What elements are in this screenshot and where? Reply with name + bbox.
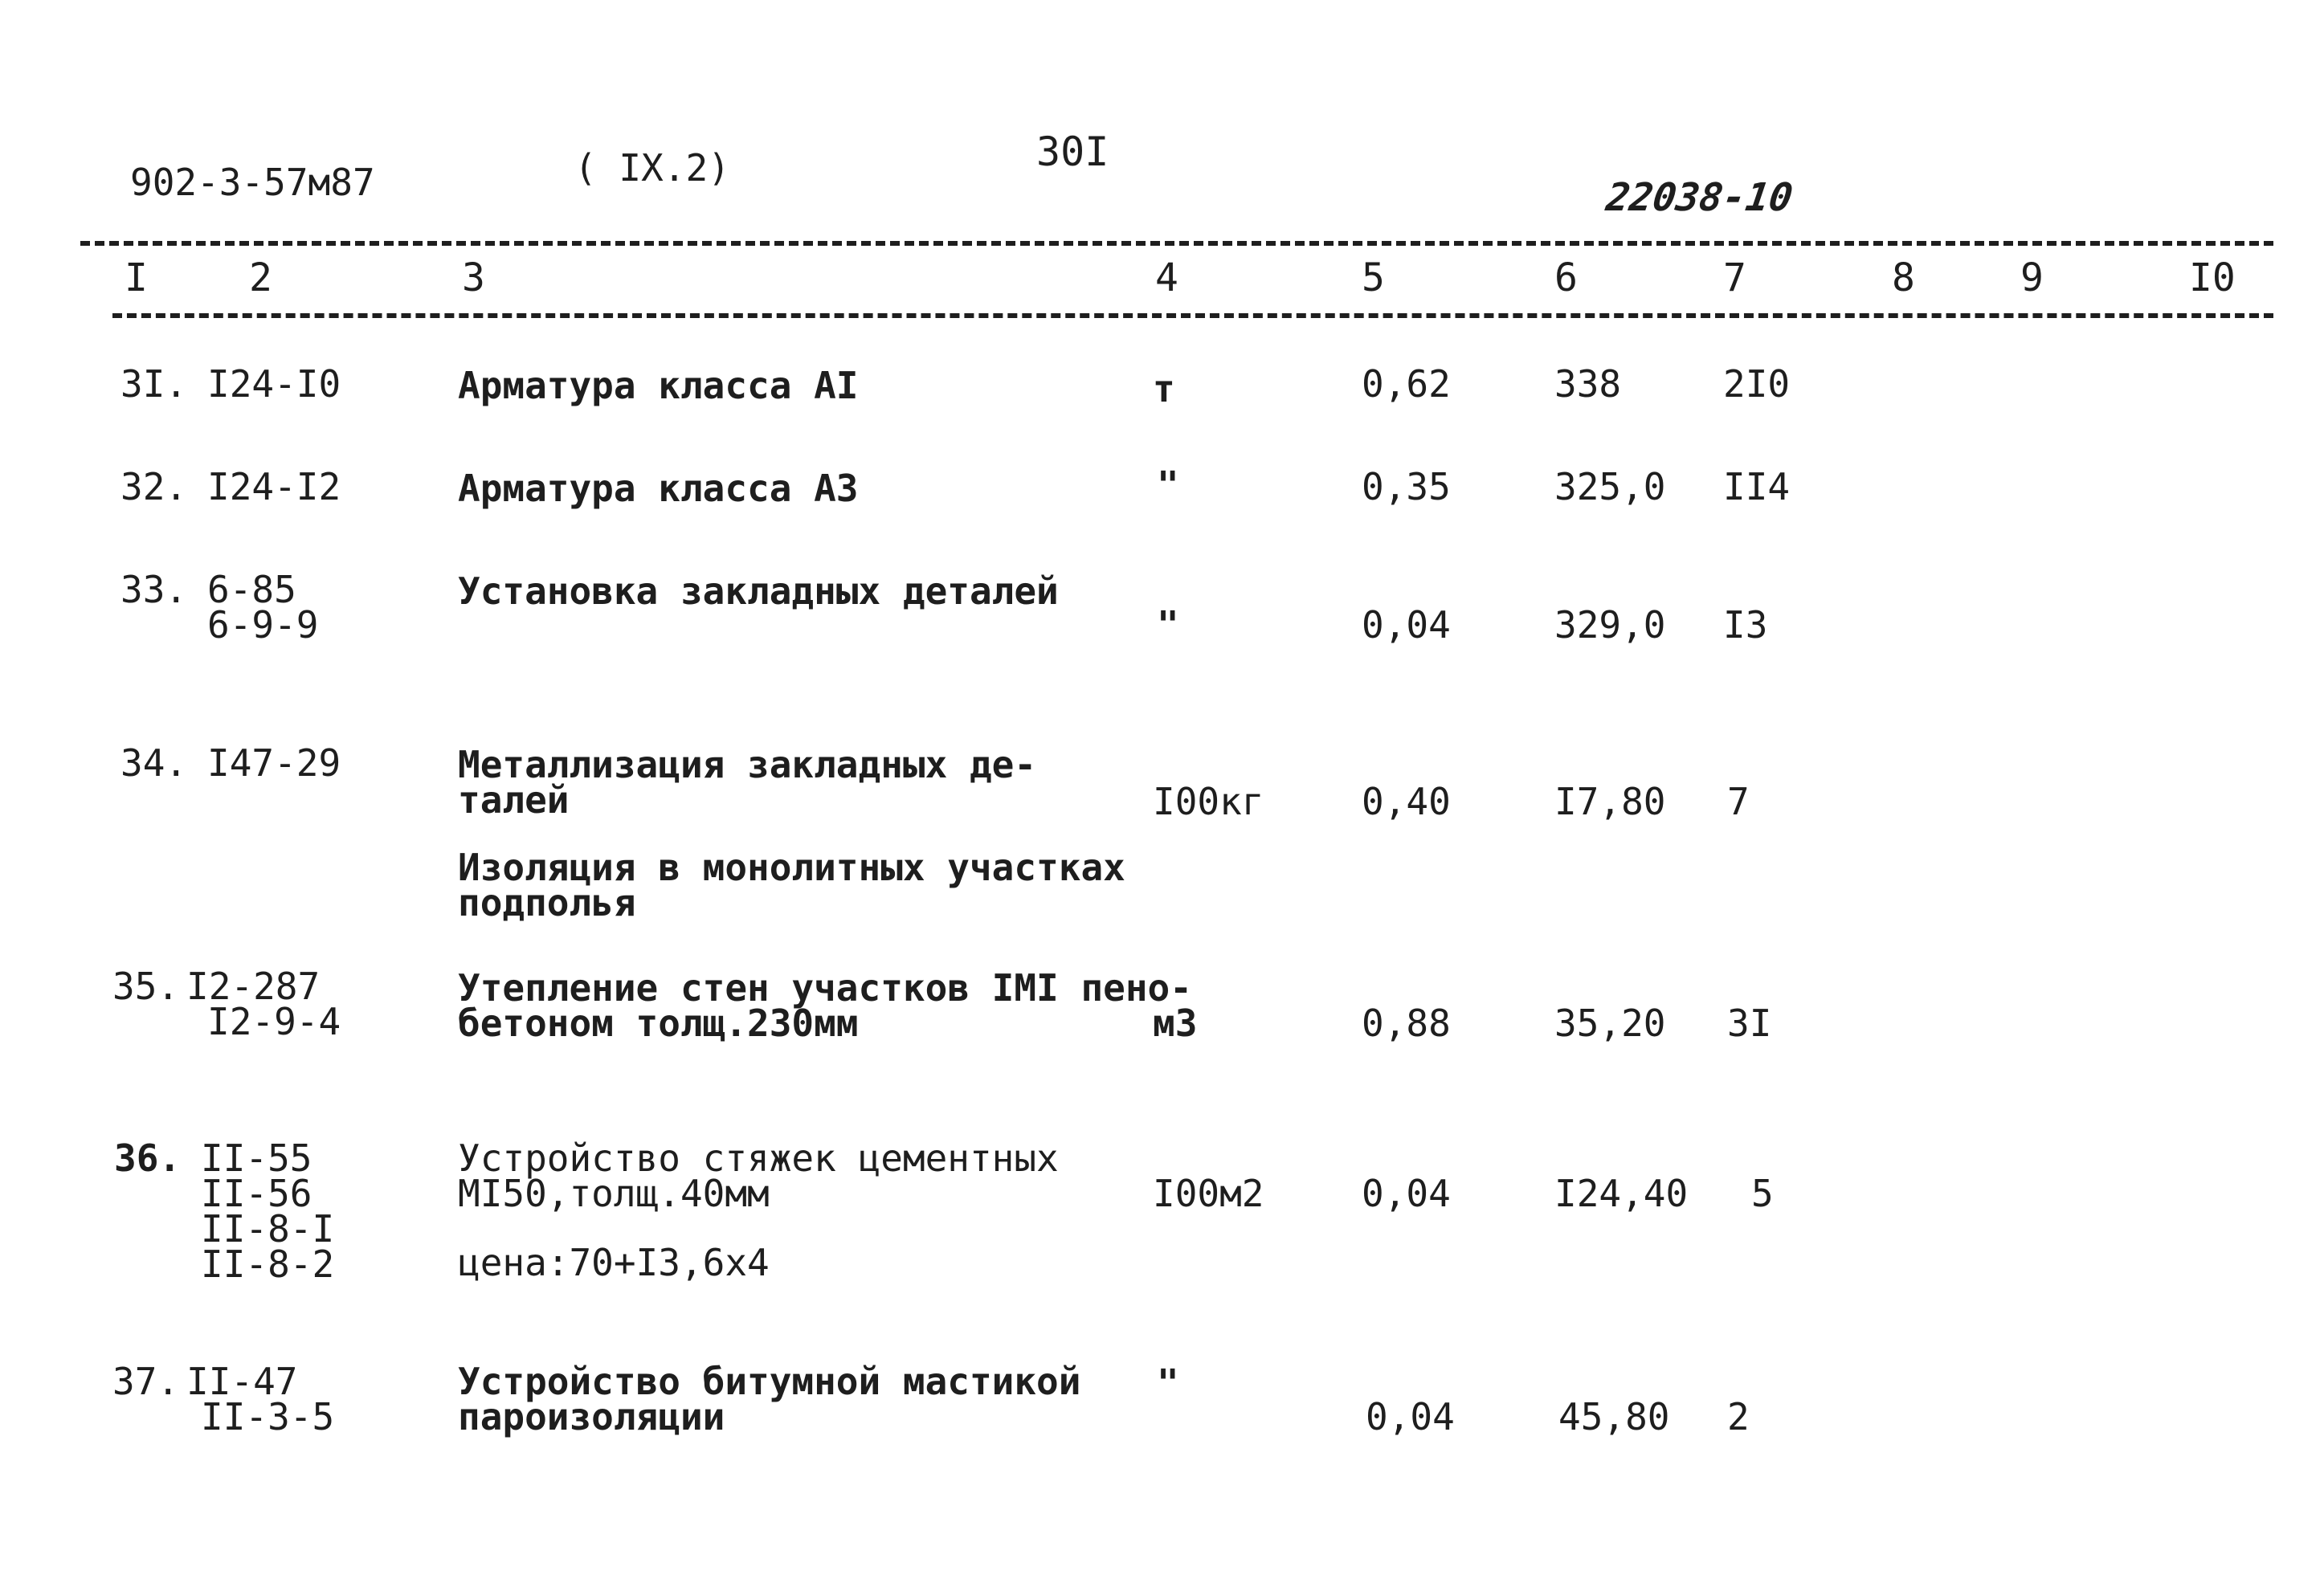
page-number: 30I bbox=[1036, 129, 1109, 175]
header-dashed-rule bbox=[112, 313, 2273, 318]
item-description: Установка закладных деталей bbox=[458, 569, 1059, 613]
description-line: Устройство стяжек цементных bbox=[458, 1136, 1059, 1180]
column-header-5: 5 bbox=[1362, 255, 1385, 300]
description-line: бетоном толщ.230мм bbox=[458, 1002, 859, 1045]
top-dashed-rule bbox=[80, 241, 2273, 246]
registration-number: 22038-10 bbox=[1603, 175, 1796, 220]
unit-price: 325,0 bbox=[1554, 465, 1666, 508]
norm-code-list bbox=[201, 1136, 335, 1286]
description-line: Утепление стен участков IМI пено- bbox=[458, 966, 1192, 1010]
description-line: талей bbox=[458, 778, 570, 822]
norm-code: I2-9-4 bbox=[207, 1000, 341, 1043]
item-description: Арматура класса A3 bbox=[458, 467, 859, 510]
quantity: 0,88 bbox=[1362, 1002, 1451, 1045]
subsection-title bbox=[458, 846, 1125, 924]
description-line: пароизоляции bbox=[458, 1395, 725, 1438]
unit: " bbox=[1157, 1361, 1179, 1405]
item-description: Арматура класса AI bbox=[458, 364, 859, 407]
unit: т bbox=[1153, 367, 1175, 410]
total-cost: 7 bbox=[1727, 780, 1750, 823]
row-number: 34. bbox=[120, 741, 188, 785]
row-number: 35. bbox=[112, 965, 180, 1008]
total-cost: I3 bbox=[1723, 603, 1768, 647]
norm-code: II-47 bbox=[186, 1360, 298, 1403]
unit: I00кг bbox=[1153, 780, 1264, 823]
document-code: 902-3-57м87 bbox=[130, 161, 375, 204]
column-header-9: 9 bbox=[2020, 255, 2044, 300]
norm-code-list bbox=[186, 965, 341, 1043]
norm-code: I24-I2 bbox=[207, 465, 341, 508]
description-line: Устройство битумной мастикой bbox=[458, 1360, 1081, 1403]
unit-price: 338 bbox=[1554, 362, 1622, 406]
quantity: 0,04 bbox=[1362, 603, 1451, 647]
total-cost: 2 bbox=[1727, 1395, 1750, 1438]
unit-price: I24,40 bbox=[1554, 1172, 1689, 1215]
unit-price: 329,0 bbox=[1554, 603, 1666, 647]
description-line: подполья bbox=[458, 881, 636, 924]
column-header-10: I0 bbox=[2189, 255, 2236, 300]
unit: " bbox=[1157, 603, 1179, 647]
norm-code: 6-85 bbox=[207, 568, 296, 611]
norm-code: II-56 bbox=[201, 1172, 312, 1215]
item-description bbox=[458, 743, 1037, 822]
unit-price: I7,80 bbox=[1554, 780, 1666, 823]
quantity: 0,40 bbox=[1362, 780, 1451, 823]
norm-code: II-8-I bbox=[201, 1207, 335, 1251]
column-header-1: I bbox=[125, 255, 148, 300]
column-header-4: 4 bbox=[1155, 255, 1178, 300]
quantity: 0,35 bbox=[1362, 465, 1451, 508]
column-header-6: 6 bbox=[1554, 255, 1578, 300]
total-cost: 5 bbox=[1751, 1172, 1774, 1215]
norm-code: 6-9-9 bbox=[207, 603, 319, 647]
item-description bbox=[458, 966, 1192, 1045]
item-description bbox=[458, 1136, 1059, 1215]
column-header-2: 2 bbox=[249, 255, 272, 300]
norm-code-list bbox=[207, 568, 319, 647]
quantity: 0,04 bbox=[1362, 1172, 1451, 1215]
norm-code: II-55 bbox=[201, 1136, 312, 1180]
unit-price: 45,80 bbox=[1558, 1395, 1670, 1438]
row-number: 3I. bbox=[120, 362, 188, 406]
row-number: 36. bbox=[114, 1136, 182, 1180]
item-description bbox=[458, 1360, 1081, 1438]
quantity: 0,04 bbox=[1366, 1395, 1455, 1438]
unit: " bbox=[1157, 463, 1179, 507]
section-label: ( IX.2) bbox=[574, 146, 730, 190]
description-line: Изоляция в монолитных участках bbox=[458, 846, 1125, 889]
column-header-3: 3 bbox=[462, 255, 485, 300]
row-number: 32. bbox=[120, 465, 188, 508]
column-header-7: 7 bbox=[1723, 255, 1746, 300]
unit: м3 bbox=[1153, 1002, 1198, 1045]
norm-code: II-8-2 bbox=[201, 1242, 335, 1286]
description-line: Металлизация закладных де- bbox=[458, 743, 1037, 786]
quantity: 0,62 bbox=[1362, 362, 1451, 406]
row-number: 33. bbox=[120, 568, 188, 611]
row-number: 37. bbox=[112, 1360, 180, 1403]
total-cost: II4 bbox=[1723, 465, 1791, 508]
norm-code: I2-287 bbox=[186, 965, 321, 1008]
column-header-8: 8 bbox=[1892, 255, 1915, 300]
norm-code: I24-I0 bbox=[207, 362, 341, 406]
description-line: МI50,толщ.40мм bbox=[458, 1172, 770, 1215]
norm-code: I47-29 bbox=[207, 741, 341, 785]
norm-code: II-3-5 bbox=[201, 1395, 335, 1438]
total-cost: 2I0 bbox=[1723, 362, 1791, 406]
total-cost: 3I bbox=[1727, 1002, 1772, 1045]
unit: I00м2 bbox=[1153, 1172, 1264, 1215]
unit-price: 35,20 bbox=[1554, 1002, 1666, 1045]
price-note-text: цена:70+I3,6х4 bbox=[458, 1241, 770, 1284]
norm-code-list bbox=[186, 1360, 335, 1438]
